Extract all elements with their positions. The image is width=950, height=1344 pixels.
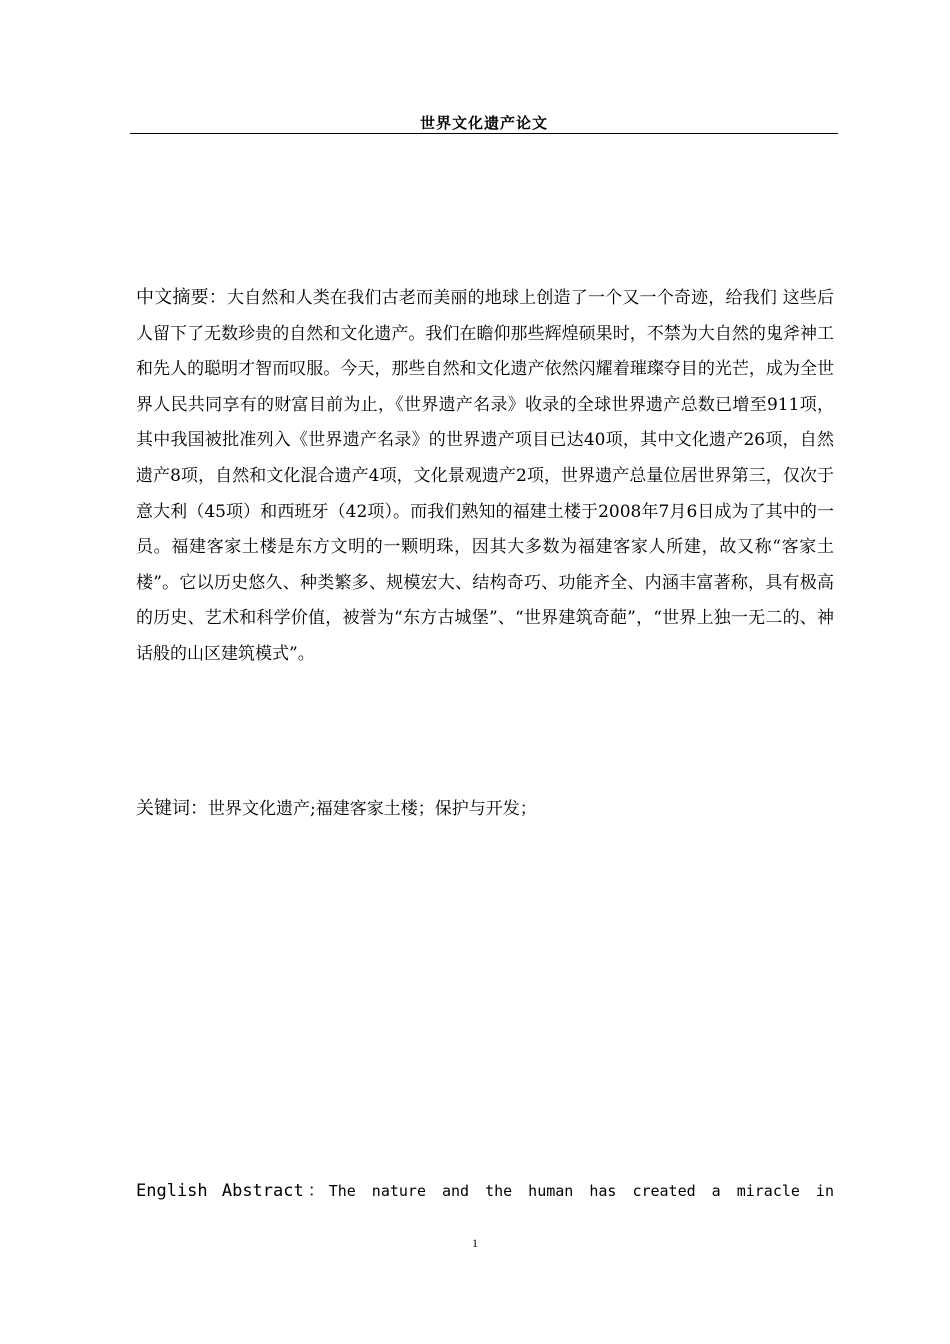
keywords-label: 关键词：: [136, 798, 208, 819]
document-header-title: 世界文化遗产论文: [419, 114, 548, 132]
english-abstract-label: English Abstract：: [136, 1181, 329, 1201]
keywords-section: [136, 794, 834, 824]
chinese-abstract-text: 大自然和人类在我们古老而美丽的地球上创造了一个又一个奇迹，给我们 这些后人留下了无数珍贵的自然和文化遗产。我们在瞻仰那些辉煌硕果时，不禁为大自然的鬼斧神工和先人的聪明才智而叹服。今天，那些自然和文化遗产依然闪耀着璀璨夺目的光芒，成为全世界人民共同享有的财富目前为止，《世界遗产名录》收录的全球世界遗产总数已增至911项，其中我国被批准列入《世界遗产名录》的世界遗产项目已达40项，其中文化遗产26项，自然遗产8项，自然和文化混合遗产4项，文化景观遗产2项，世界遗产总量位居世界第三，仅次于意大利（45项）和西班牙（42项）。而我们熟知的福建土楼于2008年7月6日成为了其中的一员。福建客家土楼是东方文明的一颗明珠，因其大多数为福建客家人所建，故又称“客家土楼”。它以历史悠久、种类繁多、规模宏大、结构奇巧、功能齐全、内涵丰富著称，具有极高的历史、艺术和科学价值，被誉为“东方古城堡”、“世界建筑奇葩”，“世界上独一无二的、神话般的山区建筑模式”。: [136, 288, 834, 664]
page-number: 1: [472, 1236, 478, 1250]
chinese-abstract: [136, 280, 834, 673]
english-abstract-text: The nature and the human has created a miracle in: [328, 1182, 834, 1200]
keywords-text: 世界文化遗产;福建客家土楼；保护与开发；: [208, 799, 537, 819]
header-divider: [130, 133, 838, 134]
english-abstract: [136, 1176, 834, 1206]
chinese-abstract-label: 中文摘要：: [136, 287, 227, 308]
